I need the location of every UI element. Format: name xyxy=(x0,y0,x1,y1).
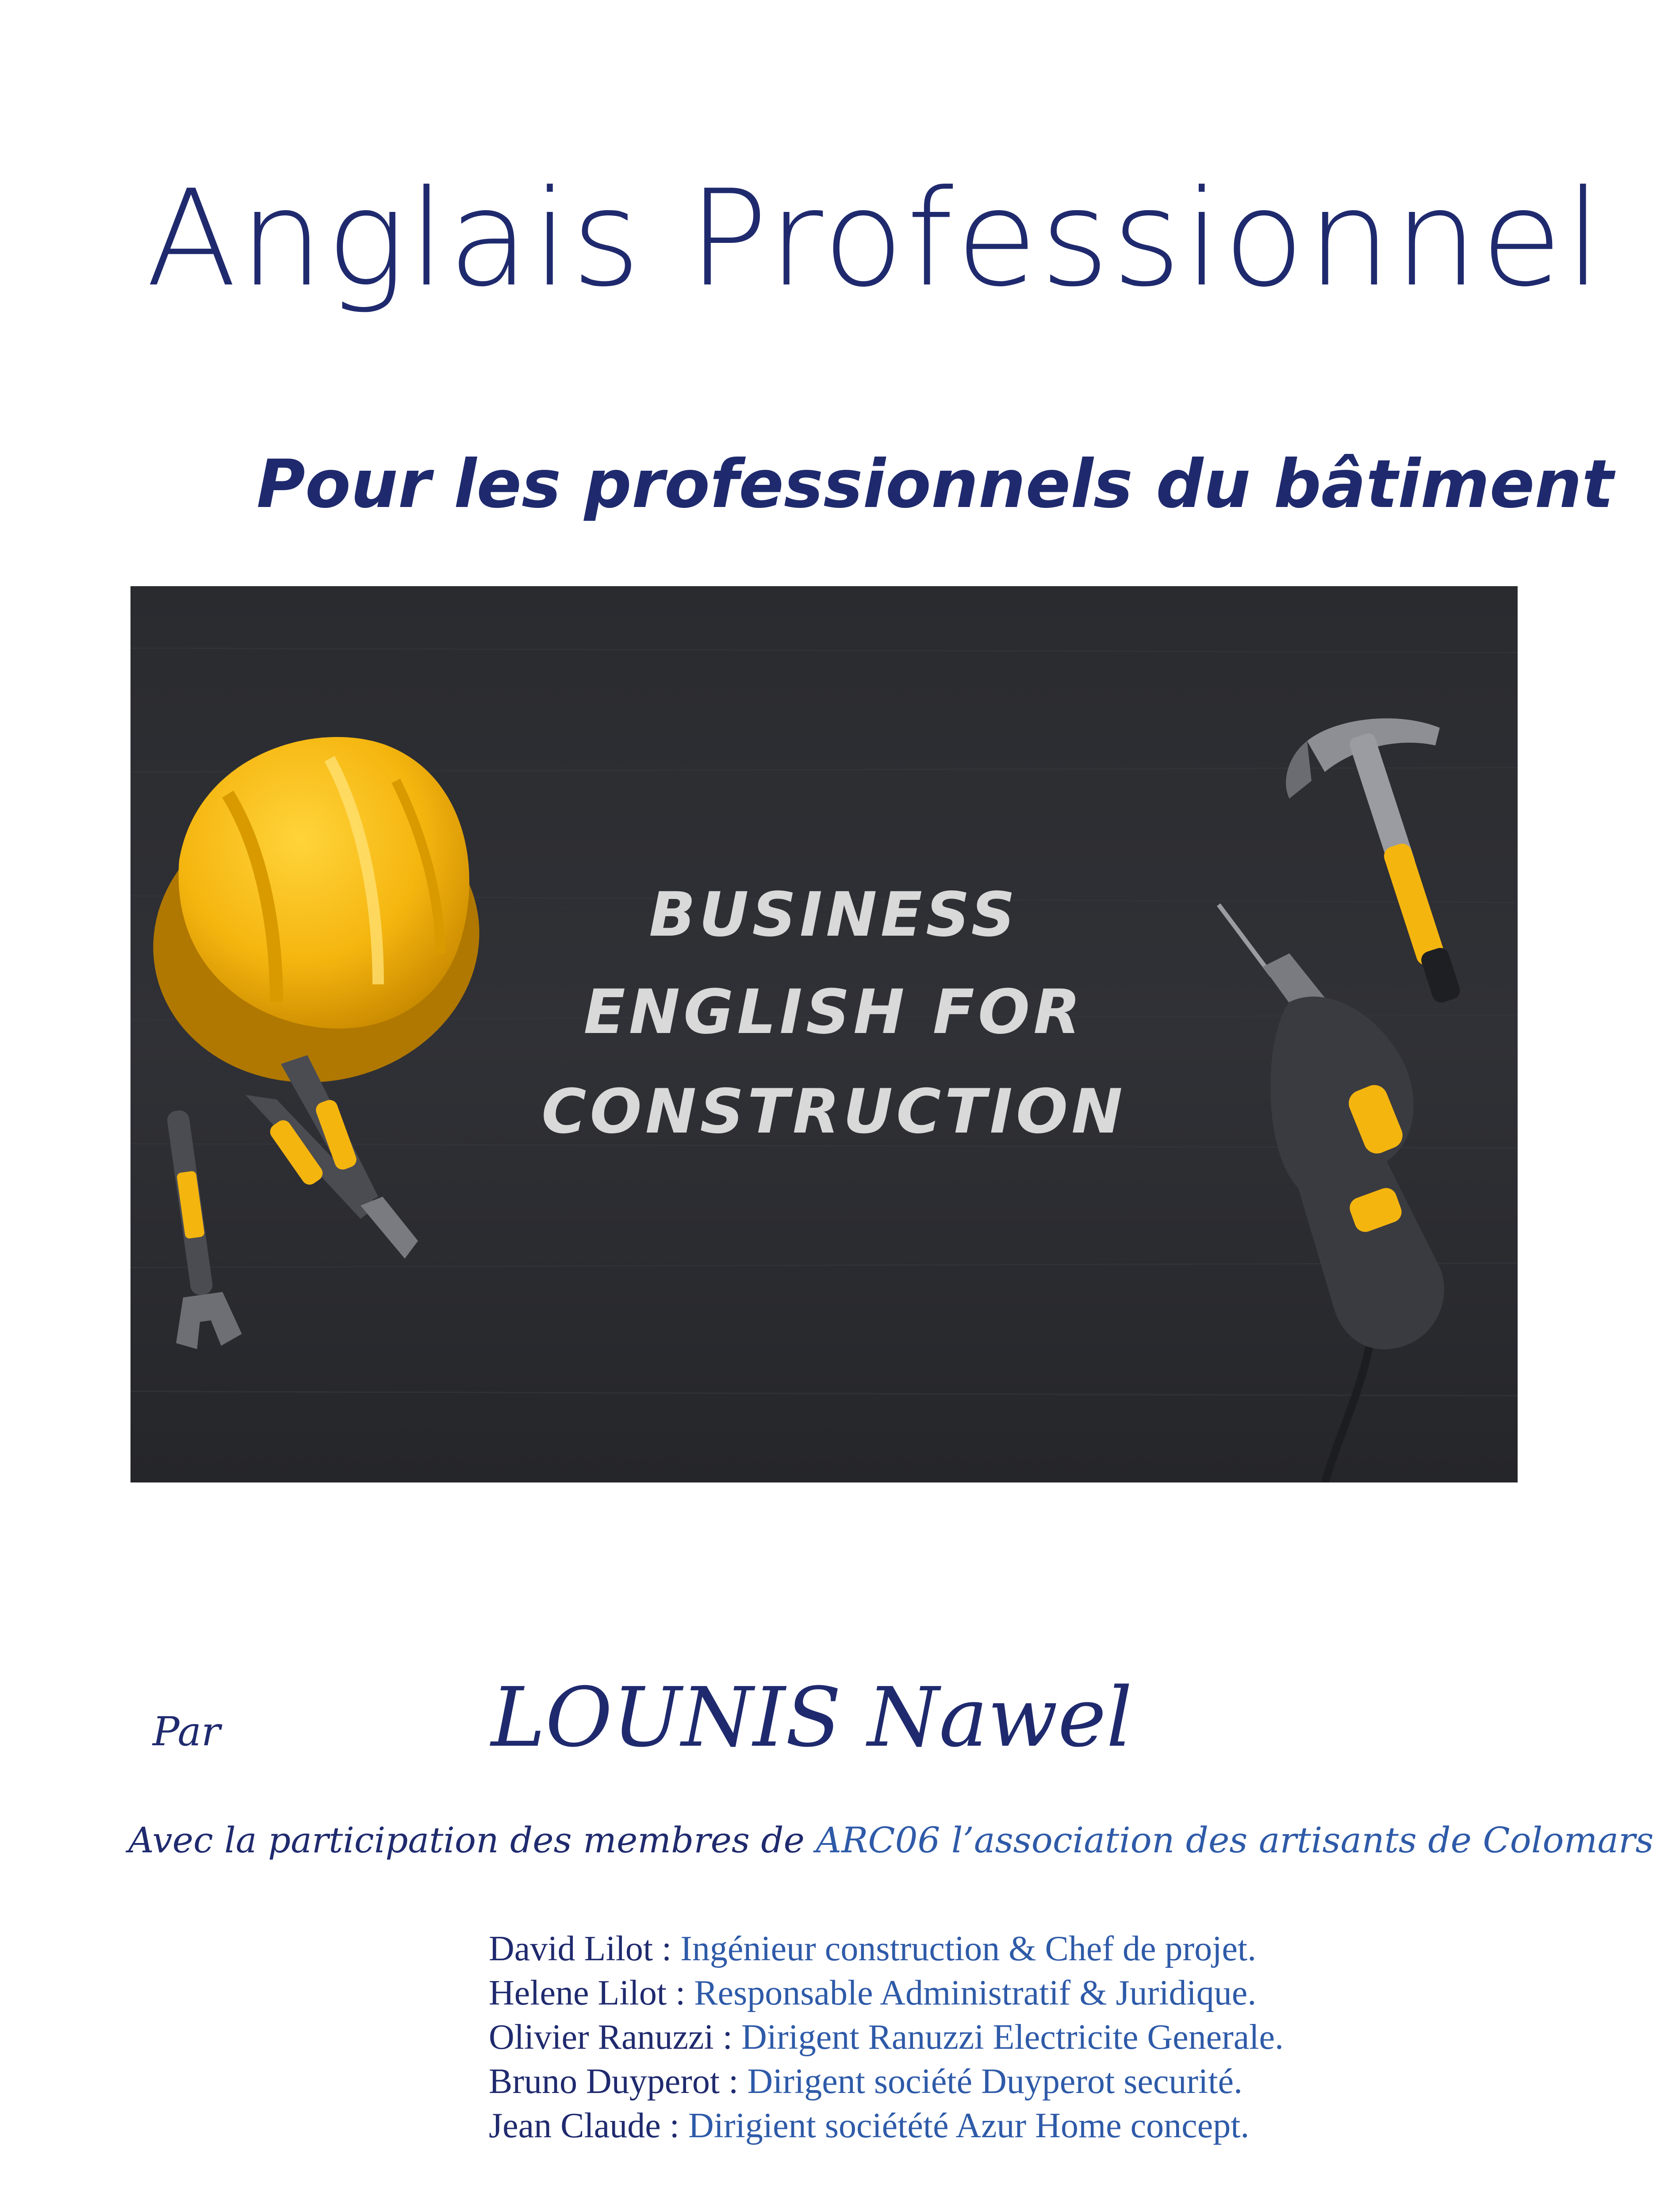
member-role: Responsable Administratif & Juridique. xyxy=(694,1974,1257,2012)
cover-text-line-3: CONSTRUCTION xyxy=(541,1076,1126,1147)
member-row xyxy=(489,2104,1284,2148)
cover-text-line-2: ENGLISH FOR xyxy=(583,976,1084,1048)
page-subtitle: Pour les professionnels du bâtiment xyxy=(257,446,1614,523)
member-name: David Lilot : xyxy=(489,1929,672,1968)
member-role: Dirigent société Duyperot securité. xyxy=(747,2062,1242,2101)
member-row xyxy=(489,2015,1284,2059)
member-role: Dirigent Ranuzzi Electricite Generale. xyxy=(741,2018,1284,2057)
cover-image xyxy=(130,586,1518,1482)
organization-name: ARC06 l’association des artisants de Colomars xyxy=(816,1820,1654,1861)
member-row xyxy=(489,1927,1284,1971)
member-name: Bruno Duyperot : xyxy=(489,2062,739,2101)
member-row xyxy=(489,2059,1284,2104)
participation-prefix: Avec la participation des membres de xyxy=(128,1820,805,1861)
members-list xyxy=(489,1927,1284,2148)
author-name: LOUNIS Nawel xyxy=(491,1670,1133,1765)
page-title: Anglais Professionnel xyxy=(146,161,1605,316)
by-label: Par xyxy=(153,1709,221,1755)
member-name: Helene Lilot : xyxy=(489,1974,686,2012)
cover-text-line-1: BUSINESS xyxy=(649,879,1019,950)
participation-line xyxy=(128,1820,1654,1861)
member-row xyxy=(489,1971,1284,2015)
member-name: Jean Claude : xyxy=(489,2106,679,2145)
member-role: Dirigient sociétété Azur Home concept. xyxy=(688,2106,1250,2145)
member-role: Ingénieur construction & Chef de projet. xyxy=(680,1929,1257,1968)
member-name: Olivier Ranuzzi : xyxy=(489,2018,732,2057)
